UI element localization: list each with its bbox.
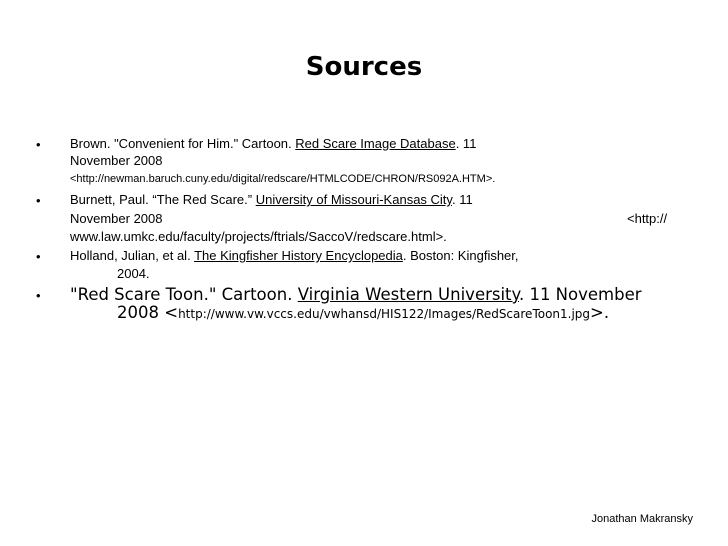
source-4-line-1: "Red Scare Toon." Cartoon. Virginia Western University. 11 November — [70, 285, 642, 304]
bullet-1: • — [36, 137, 41, 152]
source-1-line-2: November 2008 — [70, 153, 163, 168]
source-2-line-3: www.law.umkc.edu/faculty/projects/ftrials/SaccoV/redscare.html>. — [70, 229, 447, 244]
source-4-line-2: 2008 <http://www.vw.vccs.edu/vwhansd/HIS122/Images/RedScareToon1.jpg>. — [117, 303, 610, 322]
source-2-title-link[interactable]: University of Missouri-Kansas City — [255, 192, 452, 207]
bullet-4: • — [36, 288, 41, 303]
source-2-line-2: November 2008 — [70, 211, 163, 226]
source-1-title-link[interactable]: Red Scare Image Database — [295, 136, 456, 151]
source-4-url: http://www.vw.vccs.edu/vwhansd/HIS122/Images/RedScareToon1.jpg — [178, 307, 591, 321]
source-2-url-start: <http:// — [627, 211, 668, 226]
footer-author: Jonathan Makransky — [591, 513, 693, 525]
bullet-2: • — [36, 193, 41, 208]
source-4-title-link[interactable]: Virginia Western University — [297, 285, 519, 304]
source-3-title-link[interactable]: The Kingfisher History Encyclopedia — [194, 248, 403, 263]
source-2-line-1: Burnett, Paul. “The Red Scare.” University of Missouri-Kansas City. 11 — [70, 192, 473, 207]
slide-title: Sources — [305, 52, 423, 82]
bullet-3: • — [36, 249, 41, 264]
source-3-line-2: 2004. — [117, 266, 150, 281]
source-1-line-1: Brown. "Convenient for Him." Cartoon. Red Scare Image Database. 11 — [70, 136, 477, 151]
source-3-line-1: Holland, Julian, et al. The Kingfisher History Encyclopedia. Boston: Kingfisher, — [70, 248, 519, 263]
source-1-url: <http://newman.baruch.cuny.edu/digital/redscare/HTMLCODE/CHRON/RS092A.HTM>. — [70, 173, 496, 185]
